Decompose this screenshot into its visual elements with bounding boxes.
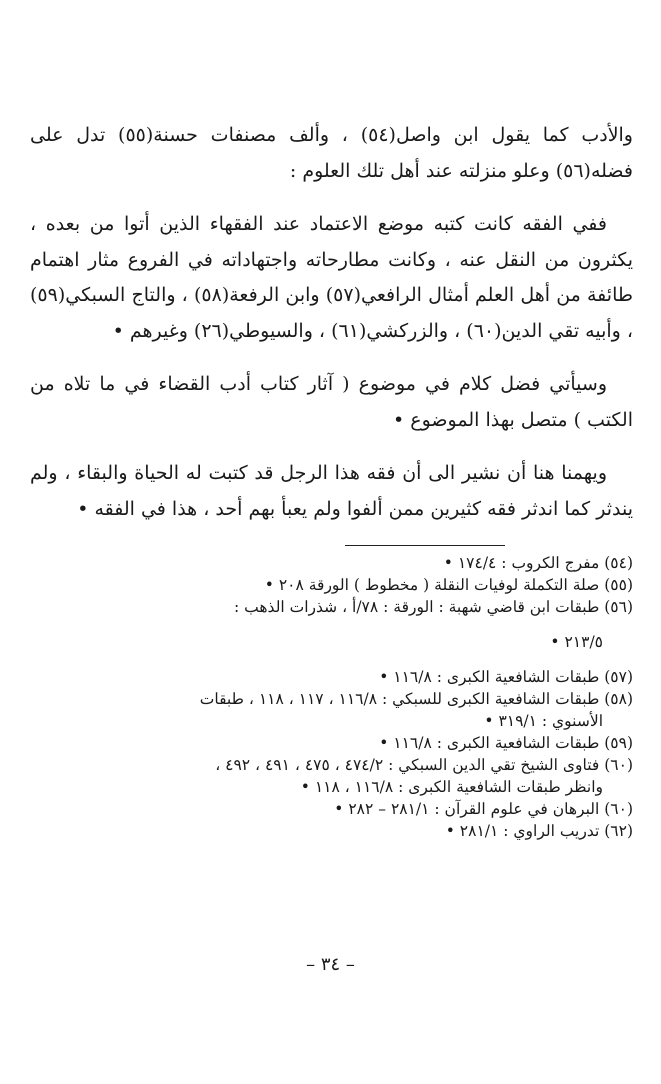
footnote-58-continued: الأسنوي : ٣١٩/١ • <box>484 712 603 730</box>
footnote-56: (٥٦) طبقات ابن قاضي شهبة : الورقة : ٧٨/أ ، شذرات الذهب : <box>234 598 633 616</box>
paragraph-intro: والأدب كما يقول ابن واصل(٥٤) ، وألف مصنفات حسنة(٥٥) تدل على فضله(٥٦) وعلو منزلته عند أهل تلك العلوم : <box>30 124 633 182</box>
footnote-58: (٥٨) طبقات الشافعية الكبرى للسبكي : ١١٦/٨ ، ١١٧ ، ١١٨ ، طبقات <box>199 690 633 708</box>
footnote-54: (٥٤) مفرج الكروب : ١٧٤/٤ • <box>443 554 633 572</box>
paragraph-legacy: ويهمنا هنا أن نشير الى أن فقه هذا الرجل قد كتبت له الحياة والبقاء ، ولم يندثر كما اندثر فقه كثيرين ممن ألفوا ولم يعبأ بهم أحد ، هذا في الفقه • <box>30 462 633 520</box>
footnotes <box>30 552 633 842</box>
footnote-60b: (٦٠) البرهان في علوم القرآن : ٢٨١/١ – ٢٨٢ • <box>334 800 633 818</box>
footnote-59: (٥٩) طبقات الشافعية الكبرى : ١١٦/٨ • <box>379 734 633 752</box>
footnote-62: (٦٢) تدريب الراوي : ٢٨١/١ • <box>445 822 633 840</box>
footnote-55: (٥٥) صلة التكملة لوفيات النقلة ( مخطوط ) الورقة ٢٠٨ • <box>264 576 633 594</box>
footnote-56-continued: ٢١٣/٥ • <box>550 633 603 651</box>
footnote-divider <box>345 545 505 546</box>
page-number: – ٣٤ – <box>306 954 355 975</box>
paragraph-cross-reference: وسيأتي فضل كلام في موضوع ( آثار كتاب أدب القضاء في ما تلاه من الكتب ) متصل بهذا الموضوع • <box>30 373 633 431</box>
footnote-60-continued: وانظر طبقات الشافعية الكبرى : ١١٦/٨ ، ١١٨ • <box>300 778 603 796</box>
footnote-57: (٥٧) طبقات الشافعية الكبرى : ١١٦/٨ • <box>379 668 633 686</box>
paragraph-fiqh: ففي الفقه كانت كتبه موضع الاعتماد عند الفقهاء الذين أتوا من بعده ، يكثرون من النقل عنه ، وكانت مطارحاته واجتهاداته في الفروع مثار اهتمام طائفة من أهل العلم أمثال الرافعي(٥٧) وابن الرفعة(٥٨) ، والتاج السبكي(٥٩) ، وأبيه تقي الدين(٦٠) ، والزركشي(٦١) ، والسيوطي(٢٦) وغيرهم • <box>30 213 633 342</box>
footnote-60: (٦٠) فتاوى الشيخ تقي الدين السبكي : ٤٧٤/٢ ، ٤٧٥ ، ٤٩١ ، ٤٩٢ ، <box>215 756 633 774</box>
